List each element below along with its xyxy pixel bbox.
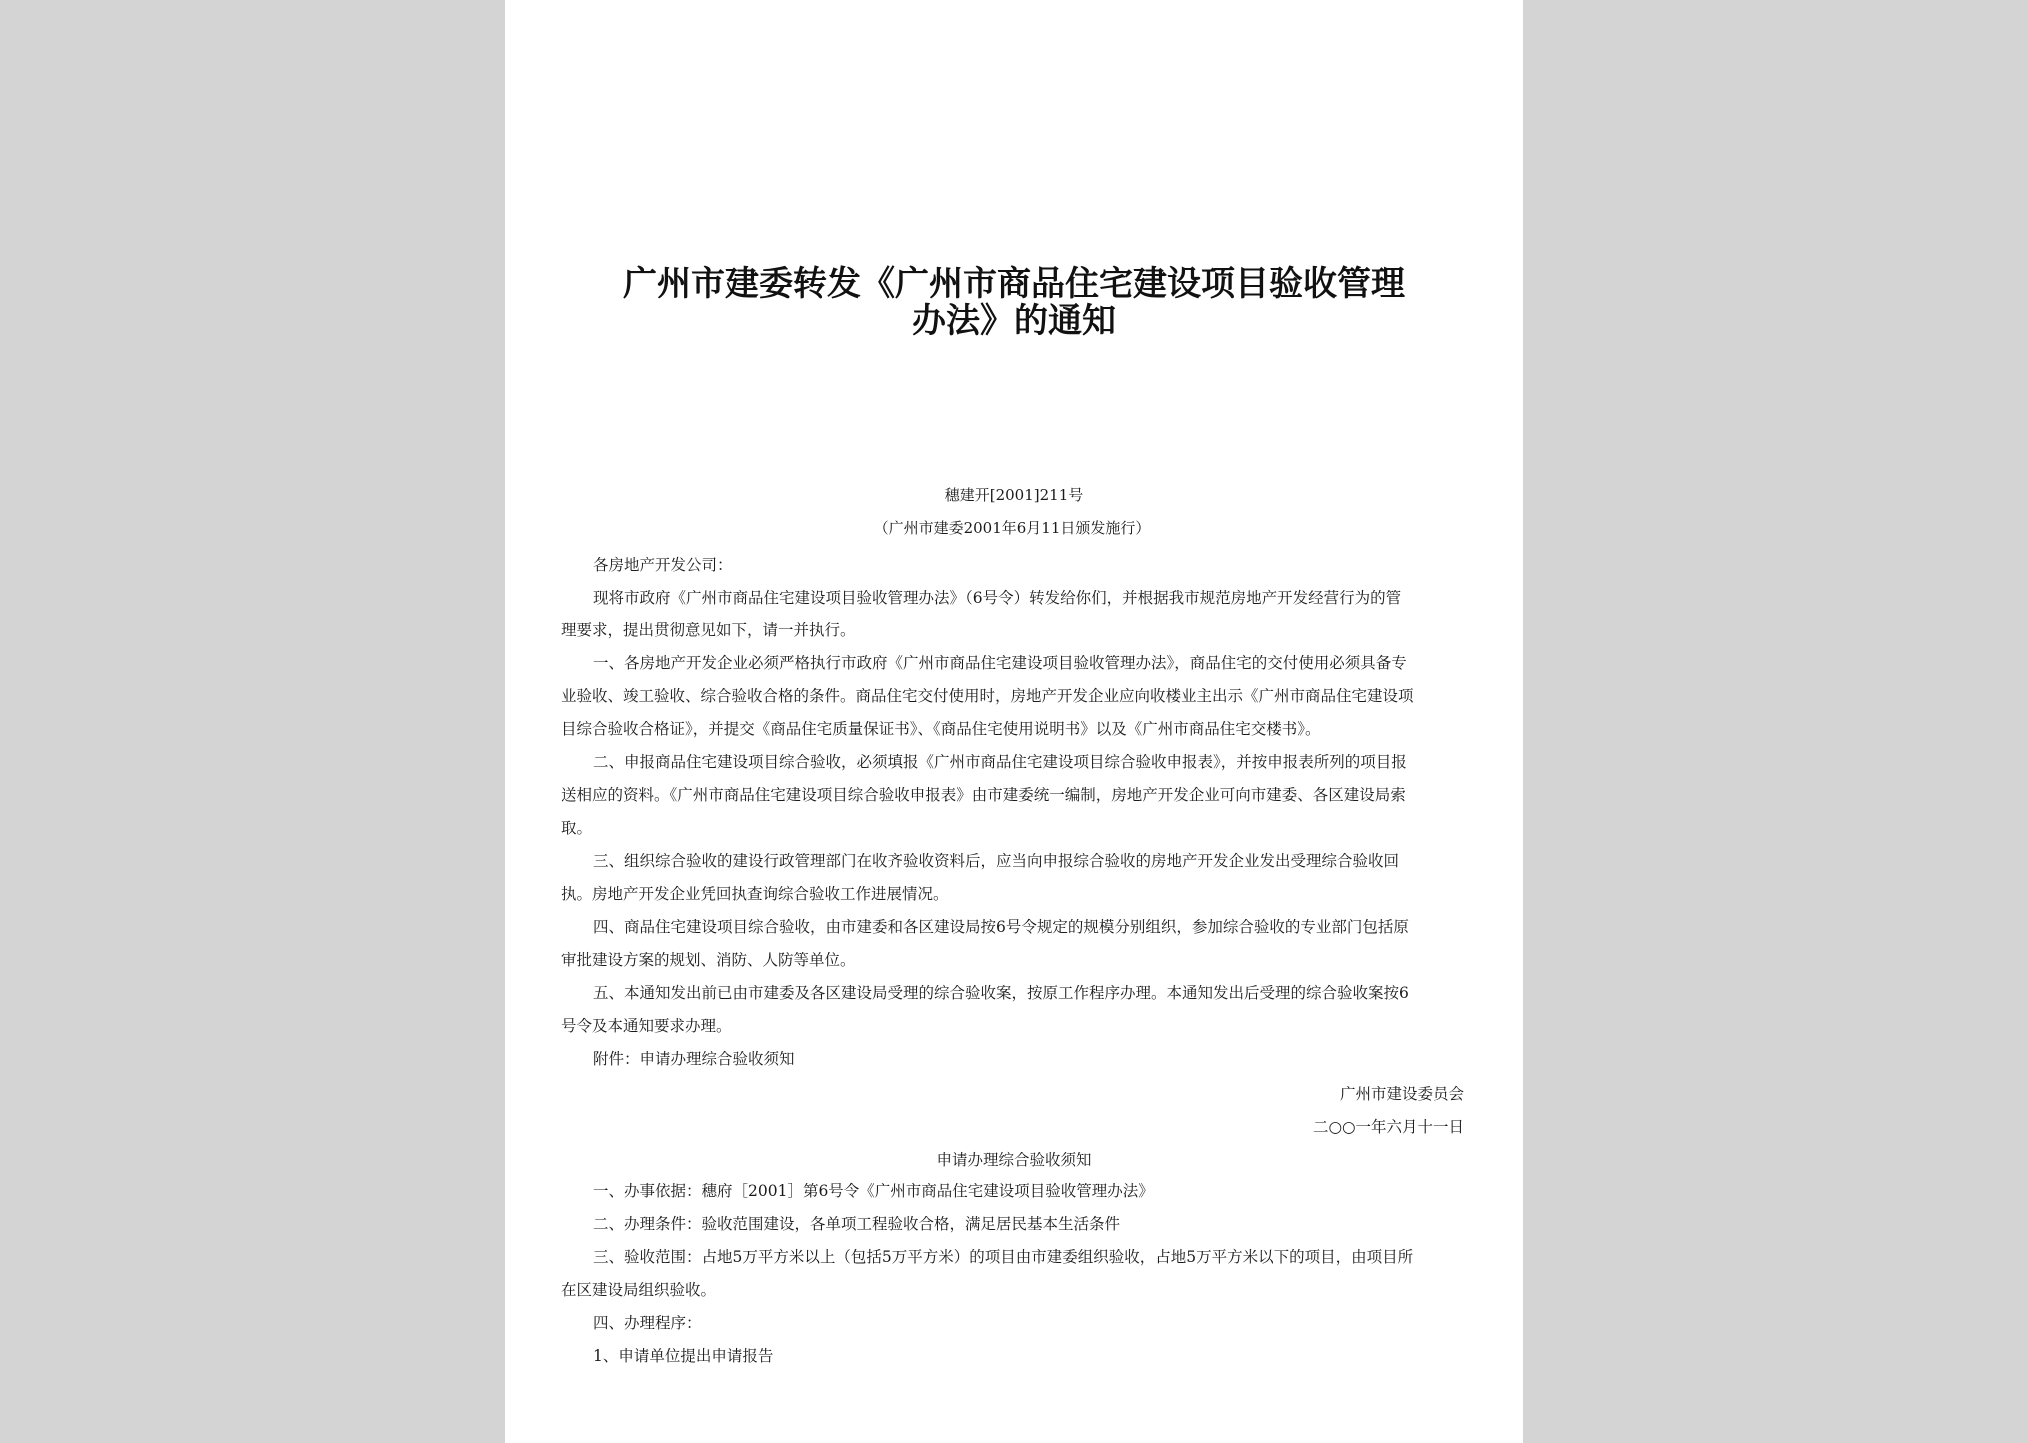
paragraph-4-line-2: 审批建设方案的规划、消防、人防等单位。 — [561, 951, 856, 969]
notice-title: 申请办理综合验收须知 — [936, 1151, 1092, 1169]
sign-date: 二○○一年六月十一日 — [1312, 1118, 1464, 1136]
notice-item-4-1: 1、申请单位提出申请报告 — [593, 1347, 774, 1365]
paragraph-intro-line-1: 现将市政府《广州市商品住宅建设项目验收管理办法》（6号令）转发给你们，并根据我市规范房地产开发经营行为的管 — [593, 589, 1402, 607]
notice-item-4: 四、办理程序： — [593, 1314, 702, 1332]
signer: 广州市建设委员会 — [1339, 1085, 1464, 1103]
document-title-line-1: 广州市建委转发《广州市商品住宅建设项目验收管理 — [623, 264, 1405, 304]
notice-item-3-line-2: 在区建设局组织验收。 — [561, 1281, 717, 1299]
paragraph-5-line-2: 号令及本通知要求办理。 — [561, 1017, 732, 1035]
paragraph-1-line-1: 一、各房地产开发企业必须严格执行市政府《广州市商品住宅建设项目验收管理办法》，商品住宅的交付使用必须具备专 — [593, 654, 1407, 672]
document-page — [505, 0, 1523, 1443]
paragraph-1-line-3: 目综合验收合格证》，并提交《商品住宅质量保证书》、《商品住宅使用说明书》以及《广州市商品住宅交楼书》。 — [561, 720, 1321, 738]
salutation: 各房地产开发公司： — [593, 556, 733, 574]
paragraph-2-line-2: 送相应的资料。《广州市商品住宅建设项目综合验收申报表》由市建委统一编制，房地产开发企业可向市建委、各区建设局索 — [561, 786, 1406, 804]
paragraph-2-line-3: 取。 — [561, 819, 593, 837]
paragraph-2-line-1: 二、申报商品住宅建设项目综合验收，必须填报《广州市商品住宅建设项目综合验收申报表》，并按申报表所列的项目报 — [593, 753, 1407, 771]
paragraph-3-line-2: 执。房地产开发企业凭回执查询综合验收工作进展情况。 — [561, 885, 949, 903]
paragraph-5-line-1: 五、本通知发出前已由市建委及各区建设局受理的综合验收案，按原工作程序办理。本通知发出后受理的综合验收案按6 — [593, 984, 1409, 1002]
issue-note: （广州市建委2001年6月11日颁发施行） — [873, 519, 1151, 537]
paragraph-1-line-2: 业验收、竣工验收、综合验收合格的条件。商品住宅交付使用时，房地产开发企业应向收楼业主出示《广州市商品住宅建设项 — [561, 687, 1414, 705]
document-title-line-2: 办法》的通知 — [912, 301, 1116, 341]
paragraph-3-line-1: 三、组织综合验收的建设行政管理部门在收齐验收资料后，应当向申报综合验收的房地产开发企业发出受理综合验收回 — [593, 852, 1400, 870]
paragraph-intro-line-2: 理要求，提出贯彻意见如下，请一并执行。 — [561, 621, 856, 639]
notice-item-1: 一、办事依据：穗府［2001］第6号令《广州市商品住宅建设项目验收管理办法》 — [593, 1182, 1154, 1200]
notice-item-2: 二、办理条件：验收范围建设，各单项工程验收合格，满足居民基本生活条件 — [593, 1215, 1121, 1233]
notice-item-3-line-1: 三、验收范围：占地5万平方米以上（包括5万平方米）的项目由市建委组织验收，占地5万平方米以下的项目，由项目所 — [593, 1248, 1414, 1266]
paragraph-4-line-1: 四、商品住宅建设项目综合验收，由市建委和各区建设局按6号令规定的规模分别组织，参加综合验收的专业部门包括原 — [593, 918, 1409, 936]
document-number: 穗建开[2001]211号 — [944, 486, 1084, 504]
attachment-note: 附件：申请办理综合验收须知 — [593, 1050, 795, 1068]
